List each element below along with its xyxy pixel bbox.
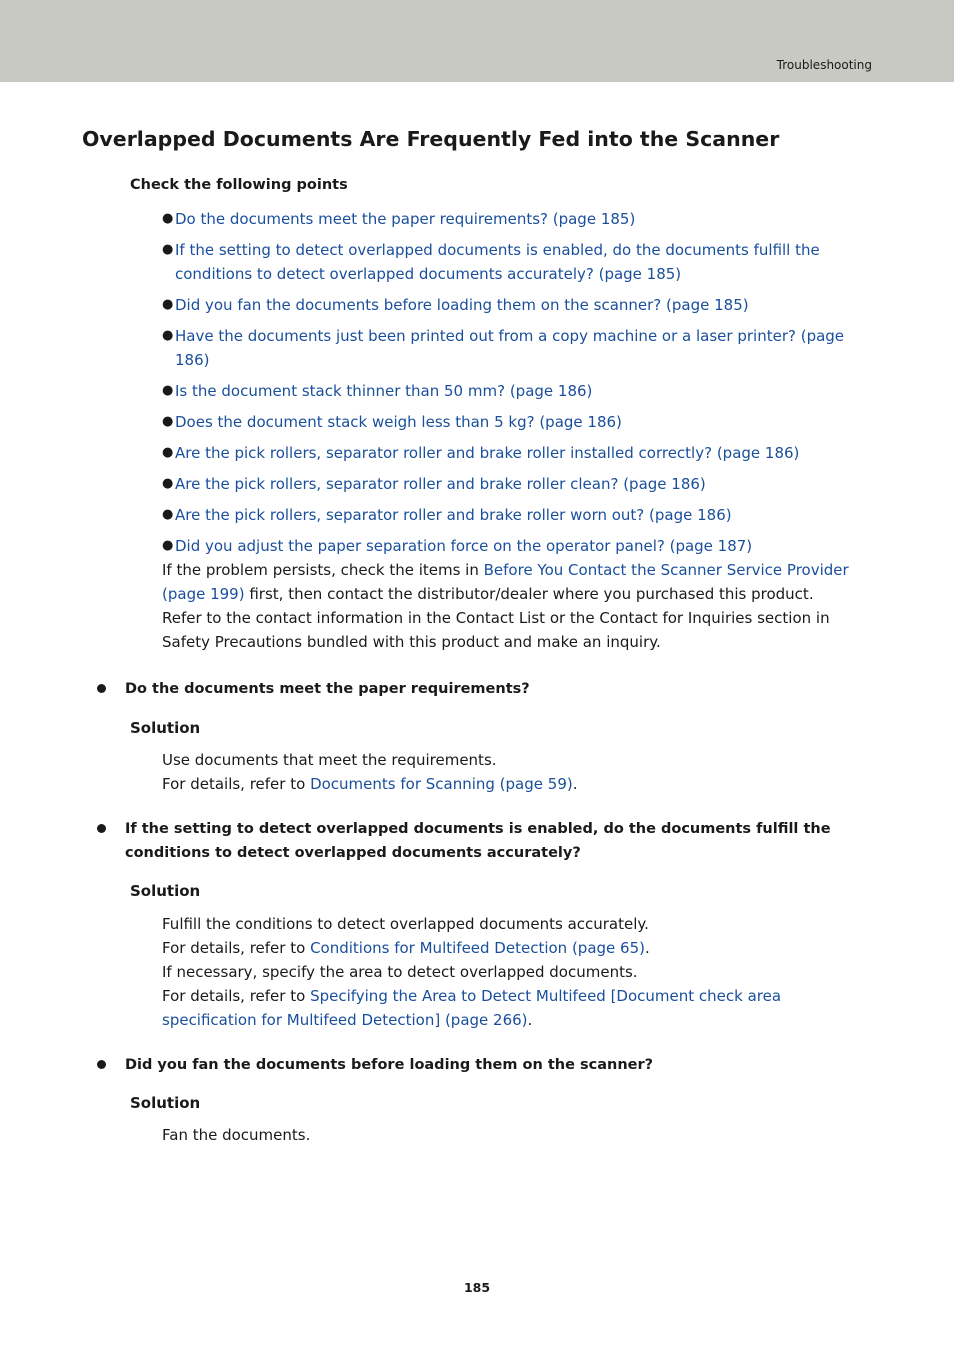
question-heading: If the setting to detect overlapped documents is enabled, do the documents fulfill the conditions to detect overlapped documents accurately? [125,817,865,865]
solution-body: Fan the documents. [162,1126,311,1144]
check-item[interactable] [162,379,862,403]
page-title: Overlapped Documents Are Frequently Fed into the Scanner [82,127,780,151]
question-heading: Do the documents meet the paper requirements? [125,677,865,701]
bullet-icon: ● [162,211,174,226]
check-item-link[interactable]: Do the documents meet the paper requirements? (page 185) [175,210,636,228]
check-item[interactable] [162,324,862,372]
check-item[interactable] [162,293,862,317]
bullet-icon: ● [162,476,174,491]
check-item-link[interactable]: Does the document stack weigh less than 5 kg? (page 186) [175,413,622,431]
solution-body: Fulfill the conditions to detect overlapped documents accurately. For details, refer to Conditions for Multifeed Detection (page 65). If necessary, specify the area to detect overlapped documents. For details, refer to Specifying the Area to Detect Multifeed [Document check area specification for Multifeed Detection] (page 266). [162,915,782,1029]
check-item-link[interactable]: Is the document stack thinner than 50 mm? (page 186) [175,382,593,400]
bullet-icon [97,1060,106,1069]
checklist [162,207,862,654]
page-number: 185 [463,1280,491,1295]
solution-label: Solution [130,1094,201,1112]
checklist-heading: Check the following points [130,177,348,193]
solution-body: Use documents that meet the requirements. For details, refer to Documents for Scanning (page 59). [162,751,578,793]
bullet-icon: ● [162,507,174,522]
check-item-link[interactable]: Did you fan the documents before loading them on the scanner? (page 185) [175,296,749,314]
check-item-link[interactable]: Are the pick rollers, separator roller and brake roller clean? (page 186) [175,475,706,493]
persist-paragraph: If the problem persists, check the items in Before You Contact the Scanner Service Provider (page 199) first, then contact the distributor/dealer where you purchased this product. Refer to the contact information in the Contact List or the Contact for Inquiries section in Safety Precautions bundled with this product and make an inquiry. [162,561,849,651]
bullet-icon: ● [162,414,174,429]
check-item-link[interactable]: Are the pick rollers, separator roller and brake roller installed correctly? (page 186) [175,444,800,462]
documents-for-scanning-link[interactable]: Documents for Scanning (page 59) [310,775,573,793]
contact-provider-link[interactable]: Before You Contact the Scanner Service Provider (page 199) [162,561,849,603]
check-item[interactable] [162,503,862,527]
check-item-link[interactable]: Have the documents just been printed out from a copy machine or a laser printer? (page 186) [175,327,845,369]
check-item[interactable] [162,238,862,286]
check-item-link[interactable]: Are the pick rollers, separator roller and brake roller worn out? (page 186) [175,506,732,524]
question-heading: Did you fan the documents before loading them on the scanner? [125,1053,865,1077]
multifeed-conditions-link[interactable]: Conditions for Multifeed Detection (page 65) [310,939,645,957]
bullet-icon: ● [162,328,174,343]
check-item-link[interactable]: If the setting to detect overlapped documents is enabled, do the documents fulfill the conditions to detect overlapped documents accurately? (page 185) [175,241,820,283]
check-item[interactable] [162,207,862,231]
multifeed-area-link[interactable]: Specifying the Area to Detect Multifeed [Document check area specification for Multifeed Detection] (page 266) [162,987,782,1029]
bullet-icon [97,684,106,693]
bullet-icon: ● [162,242,174,257]
solution-label: Solution [130,882,201,900]
bullet-icon: ● [162,445,174,460]
section-label: Troubleshooting [776,58,872,72]
bullet-icon: ● [162,383,174,398]
solution-label: Solution [130,719,201,737]
check-item[interactable] [162,441,862,465]
bullet-icon: ● [162,538,174,553]
bullet-icon [97,824,106,833]
bullet-icon: ● [162,297,174,312]
check-item[interactable] [162,410,862,434]
check-item-link[interactable]: Did you adjust the paper separation force on the operator panel? (page 187) [175,537,753,555]
check-item[interactable] [162,534,862,558]
check-item[interactable] [162,472,862,496]
